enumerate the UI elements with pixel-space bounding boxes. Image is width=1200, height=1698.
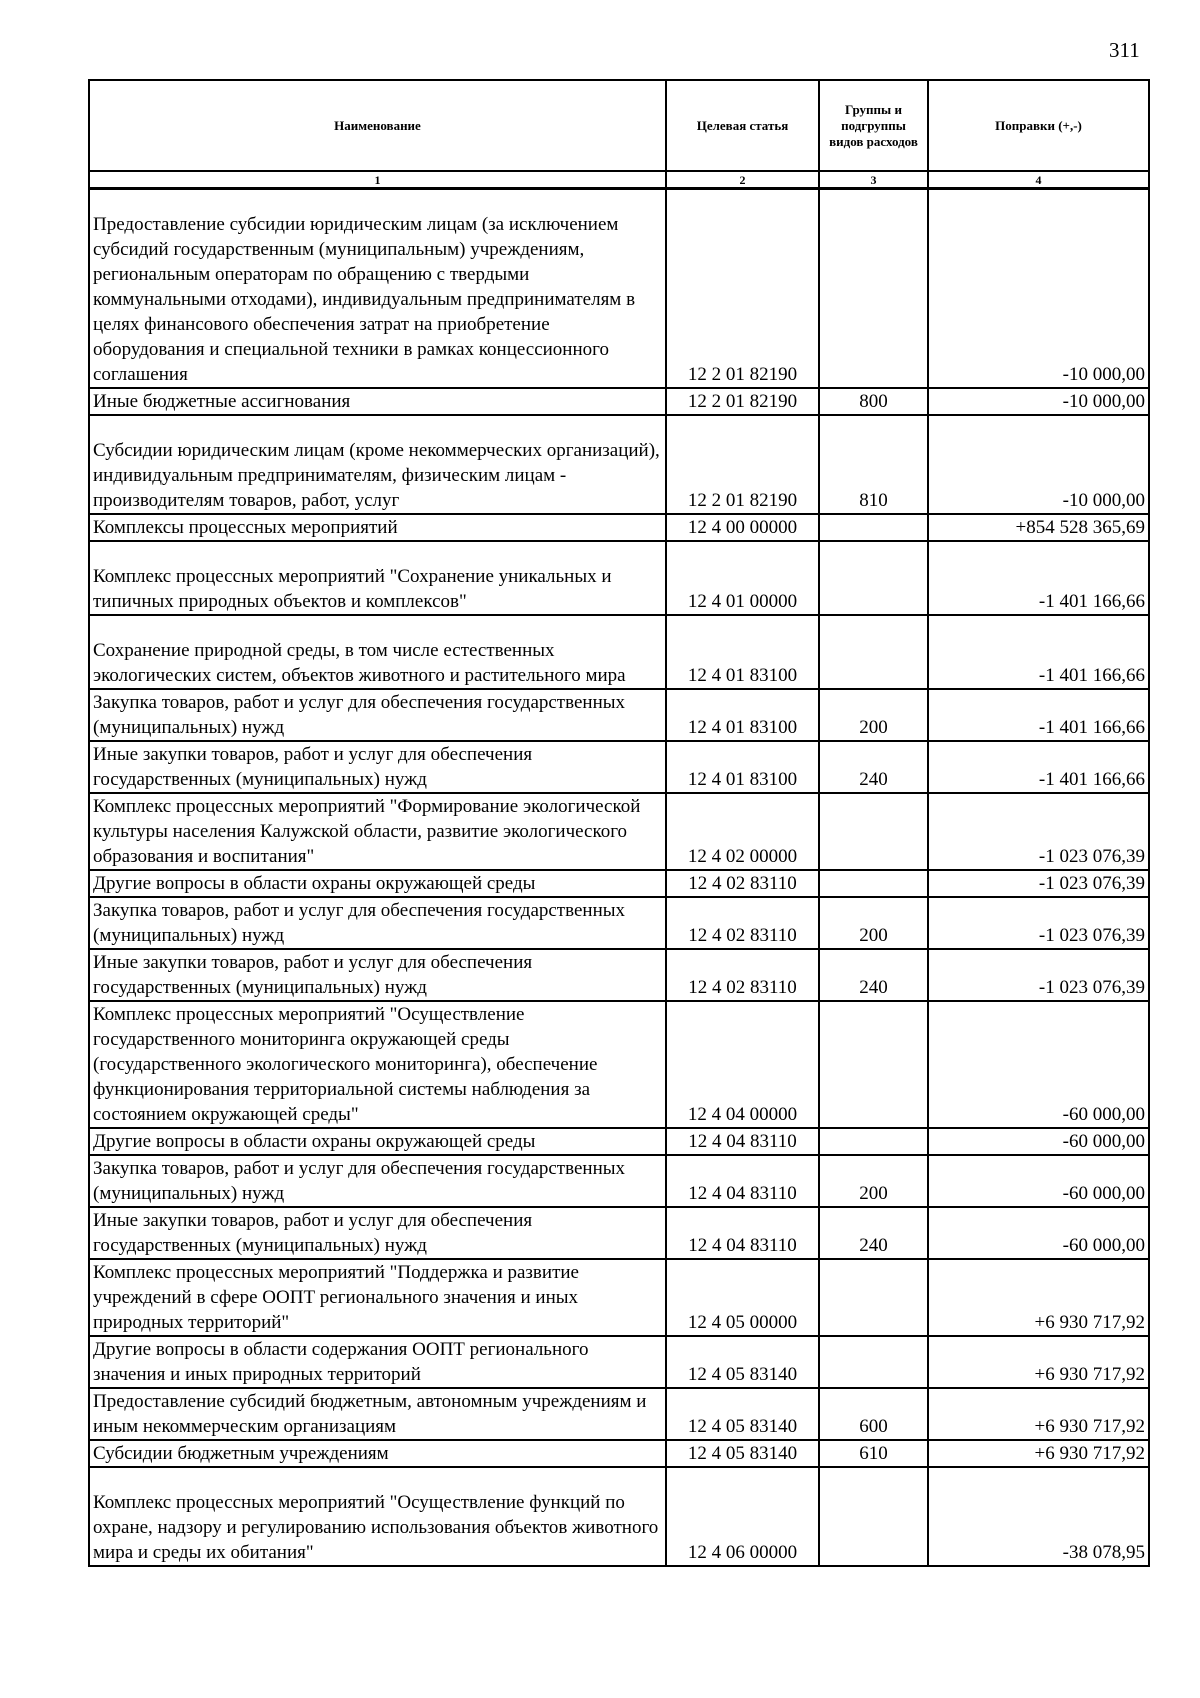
expense-group-cell: 610 — [819, 1440, 928, 1467]
expense-group-cell — [819, 1467, 928, 1566]
target-article-cell: 12 4 04 83110 — [666, 1128, 819, 1155]
target-article-cell: 12 4 01 83100 — [666, 689, 819, 741]
row-name-cell: Иные закупки товаров, работ и услуг для обеспечения государственных (муниципальных) нужд — [89, 949, 666, 1001]
target-article-cell: 12 4 06 00000 — [666, 1467, 819, 1566]
target-article-cell: 12 4 01 00000 — [666, 541, 819, 615]
table-row — [89, 1467, 1149, 1566]
row-name-cell: Комплекс процессных мероприятий "Поддержка и развитие учреждений в сфере ООПТ регионального значения и иных природных территорий" — [89, 1259, 666, 1336]
row-name-cell: Субсидии бюджетным учреждениям — [89, 1440, 666, 1467]
table-row — [89, 1155, 1149, 1207]
expense-group-cell: 600 — [819, 1388, 928, 1440]
target-article-cell: 12 4 01 83100 — [666, 741, 819, 793]
amendment-amount-cell: -60 000,00 — [928, 1128, 1149, 1155]
row-name-cell: Иные закупки товаров, работ и услуг для обеспечения государственных (муниципальных) нужд — [89, 741, 666, 793]
amendment-amount-cell: -38 078,95 — [928, 1467, 1149, 1566]
table-row — [89, 388, 1149, 415]
amendment-amount-cell: +6 930 717,92 — [928, 1259, 1149, 1336]
target-article-cell: 12 4 02 83110 — [666, 897, 819, 949]
column-number: 1 — [89, 171, 666, 189]
row-name-cell: Комплекс процессных мероприятий "Сохранение уникальных и типичных природных объектов и комплексов" — [89, 541, 666, 615]
table-row — [89, 897, 1149, 949]
table-row — [89, 1388, 1149, 1440]
target-article-cell: 12 2 01 82190 — [666, 189, 819, 389]
amendment-amount-cell: +6 930 717,92 — [928, 1388, 1149, 1440]
column-number: 4 — [928, 171, 1149, 189]
target-article-cell: 12 4 02 83110 — [666, 949, 819, 1001]
column-number-row — [89, 171, 1149, 189]
amendment-amount-cell: -60 000,00 — [928, 1155, 1149, 1207]
target-article-cell: 12 4 04 00000 — [666, 1001, 819, 1128]
expense-group-cell: 240 — [819, 741, 928, 793]
expense-group-cell — [819, 1259, 928, 1336]
expense-group-cell — [819, 793, 928, 870]
expense-group-cell: 200 — [819, 689, 928, 741]
row-name-cell: Комплекс процессных мероприятий "Формирование экологической культуры населения Калужской области, развитие экологического образования и воспитания" — [89, 793, 666, 870]
table-row — [89, 189, 1149, 389]
expense-group-cell: 200 — [819, 1155, 928, 1207]
header-name: Наименование — [89, 80, 666, 171]
target-article-cell: 12 2 01 82190 — [666, 415, 819, 514]
table-row — [89, 615, 1149, 689]
table-body — [89, 189, 1149, 1567]
table-row — [89, 541, 1149, 615]
table-row — [89, 793, 1149, 870]
table-row — [89, 689, 1149, 741]
amendment-amount-cell: +854 528 365,69 — [928, 514, 1149, 541]
amendment-amount-cell: -60 000,00 — [928, 1207, 1149, 1259]
expense-group-cell — [819, 514, 928, 541]
table-row — [89, 1207, 1149, 1259]
table-row — [89, 1336, 1149, 1388]
target-article-cell: 12 4 05 83140 — [666, 1388, 819, 1440]
row-name-cell: Закупка товаров, работ и услуг для обеспечения государственных (муниципальных) нужд — [89, 1155, 666, 1207]
header-target-article: Целевая статья — [666, 80, 819, 171]
column-number: 2 — [666, 171, 819, 189]
table-row — [89, 1001, 1149, 1128]
expense-group-cell — [819, 1336, 928, 1388]
amendment-amount-cell: -1 401 166,66 — [928, 741, 1149, 793]
table-row — [89, 514, 1149, 541]
expense-group-cell: 200 — [819, 897, 928, 949]
row-name-cell: Комплекс процессных мероприятий "Осуществление функций по охране, надзору и регулированию использования объектов животного мира и среды их обитания" — [89, 1467, 666, 1566]
amendment-amount-cell: +6 930 717,92 — [928, 1440, 1149, 1467]
column-number: 3 — [819, 171, 928, 189]
table-row — [89, 1128, 1149, 1155]
target-article-cell: 12 4 05 83140 — [666, 1440, 819, 1467]
amendment-amount-cell: -1 023 076,39 — [928, 897, 1149, 949]
expense-group-cell — [819, 870, 928, 897]
amendment-amount-cell: +6 930 717,92 — [928, 1336, 1149, 1388]
header-expense-groups: Группы и подгруппы видов расходов — [819, 80, 928, 171]
row-name-cell: Другие вопросы в области охраны окружающей среды — [89, 1128, 666, 1155]
amendment-amount-cell: -1 023 076,39 — [928, 793, 1149, 870]
row-name-cell: Иные бюджетные ассигнования — [89, 388, 666, 415]
row-name-cell: Закупка товаров, работ и услуг для обеспечения государственных (муниципальных) нужд — [89, 689, 666, 741]
amendment-amount-cell: -1 023 076,39 — [928, 870, 1149, 897]
row-name-cell: Комплекс процессных мероприятий "Осуществление государственного мониторинга окружающей среды (государственного экологического мониторинга), обеспечение функционирования территориальной системы наблюдения за состоянием окружающей среды" — [89, 1001, 666, 1128]
expense-group-cell — [819, 1001, 928, 1128]
row-name-cell: Закупка товаров, работ и услуг для обеспечения государственных (муниципальных) нужд — [89, 897, 666, 949]
row-name-cell: Сохранение природной среды, в том числе естественных экологических систем, объектов животного и растительного мира — [89, 615, 666, 689]
amendment-amount-cell: -10 000,00 — [928, 415, 1149, 514]
page-number: 311 — [1109, 38, 1140, 62]
row-name-cell: Предоставление субсидии юридическим лицам (за исключением субсидий государственным (муниципальным) учреждениям, региональным операторам по обращению с твердыми коммунальными отходами), индивидуальным предпринимателям в целях финансового обеспечения затрат на приобретение оборудования и специальной техники в рамках концессионного соглашения — [89, 189, 666, 389]
expense-group-cell — [819, 541, 928, 615]
row-name-cell: Предоставление субсидий бюджетным, автономным учреждениям и иным некоммерческим организациям — [89, 1388, 666, 1440]
target-article-cell: 12 4 00 00000 — [666, 514, 819, 541]
expense-group-cell — [819, 615, 928, 689]
expense-group-cell — [819, 189, 928, 389]
expense-group-cell — [819, 1128, 928, 1155]
table-row — [89, 1440, 1149, 1467]
amendment-amount-cell: -1 401 166,66 — [928, 615, 1149, 689]
target-article-cell: 12 4 02 83110 — [666, 870, 819, 897]
table-row — [89, 1259, 1149, 1336]
target-article-cell: 12 2 01 82190 — [666, 388, 819, 415]
table-header-row — [89, 80, 1149, 171]
target-article-cell: 12 4 05 00000 — [666, 1259, 819, 1336]
target-article-cell: 12 4 04 83110 — [666, 1155, 819, 1207]
amendment-amount-cell: -60 000,00 — [928, 1001, 1149, 1128]
header-amendments: Поправки (+,-) — [928, 80, 1149, 171]
budget-amendments-table — [88, 79, 1150, 1567]
amendment-amount-cell: -10 000,00 — [928, 189, 1149, 389]
expense-group-cell: 240 — [819, 949, 928, 1001]
row-name-cell: Иные закупки товаров, работ и услуг для обеспечения государственных (муниципальных) нужд — [89, 1207, 666, 1259]
amendment-amount-cell: -10 000,00 — [928, 388, 1149, 415]
amendment-amount-cell: -1 401 166,66 — [928, 689, 1149, 741]
target-article-cell: 12 4 02 00000 — [666, 793, 819, 870]
table-row — [89, 741, 1149, 793]
table-row — [89, 949, 1149, 1001]
expense-group-cell: 240 — [819, 1207, 928, 1259]
row-name-cell: Другие вопросы в области охраны окружающей среды — [89, 870, 666, 897]
target-article-cell: 12 4 04 83110 — [666, 1207, 819, 1259]
expense-group-cell: 800 — [819, 388, 928, 415]
table-row — [89, 415, 1149, 514]
row-name-cell: Субсидии юридическим лицам (кроме некоммерческих организаций), индивидуальным предпринимателям, физическим лицам - производителям товаров, работ, услуг — [89, 415, 666, 514]
amendment-amount-cell: -1 401 166,66 — [928, 541, 1149, 615]
expense-group-cell: 810 — [819, 415, 928, 514]
target-article-cell: 12 4 05 83140 — [666, 1336, 819, 1388]
target-article-cell: 12 4 01 83100 — [666, 615, 819, 689]
row-name-cell: Другие вопросы в области содержания ООПТ регионального значения и иных природных территорий — [89, 1336, 666, 1388]
table-row — [89, 870, 1149, 897]
amendment-amount-cell: -1 023 076,39 — [928, 949, 1149, 1001]
row-name-cell: Комплексы процессных мероприятий — [89, 514, 666, 541]
